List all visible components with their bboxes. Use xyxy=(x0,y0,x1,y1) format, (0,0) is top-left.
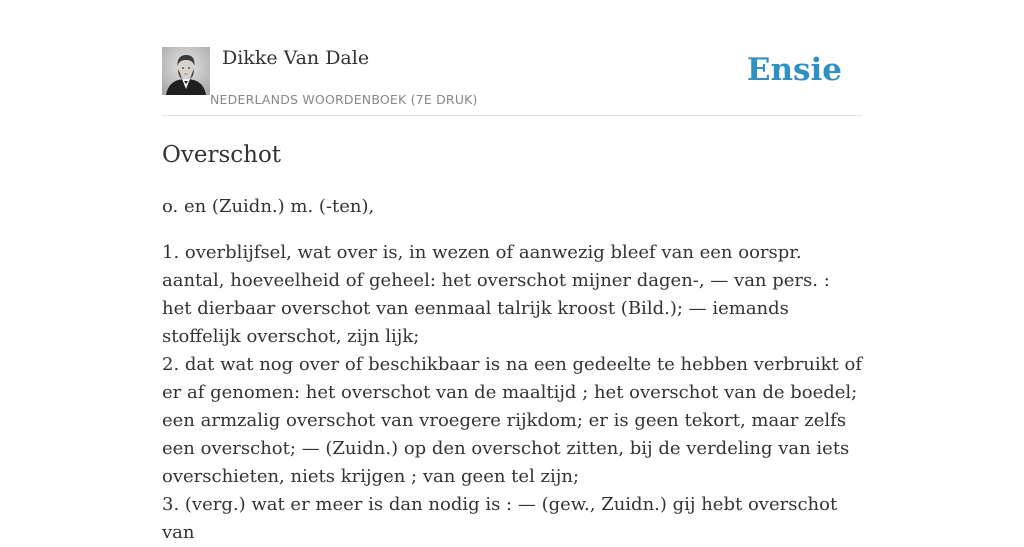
entry-page xyxy=(162,0,863,543)
definition-sense: 2. dat wat nog over of beschikbaar is na een gedeelte te hebben verbruikt of er af genomen: het overschot van de maaltijd ; het overschot van de boedel; een armzalig overschot van vroegere rijkdom; er is geen tekort, maar zelfs een overschot; — (Zuidn.) op den overschot zitten, bij de verdeling van iets overschieten, niets krijgen ; van geen tel zijn; xyxy=(162,354,863,487)
entry-grammar: o. en (Zuidn.) m. (-ten), xyxy=(162,196,375,217)
dictionary-source[interactable]: NEDERLANDS WOORDENBOEK (7E DRUK) xyxy=(210,92,478,107)
author-portrait-icon xyxy=(162,47,210,95)
entry-definition xyxy=(162,239,862,547)
entry-header xyxy=(162,0,862,116)
author-avatar[interactable] xyxy=(162,47,210,95)
definition-sense: 1. overblijfsel, wat over is, in wezen of aanwezig bleef van een oorspr. aantal, hoeveelheid of geheel: het overschot mijner dagen-, — van pers. : het dierbaar overschot van eenmaal talrijk kroost (Bild.); — iemands stoffelijk overschot, zijn lijk; xyxy=(162,242,830,347)
author-name[interactable]: Dikke Van Dale xyxy=(222,47,370,69)
definition-sense: 3. (verg.) wat er meer is dan nodig is : — (gew., Zuidn.) gij hebt overschot van xyxy=(162,494,838,543)
entry-title: Overschot xyxy=(162,142,282,168)
site-logo[interactable]: Ensie xyxy=(746,52,842,88)
